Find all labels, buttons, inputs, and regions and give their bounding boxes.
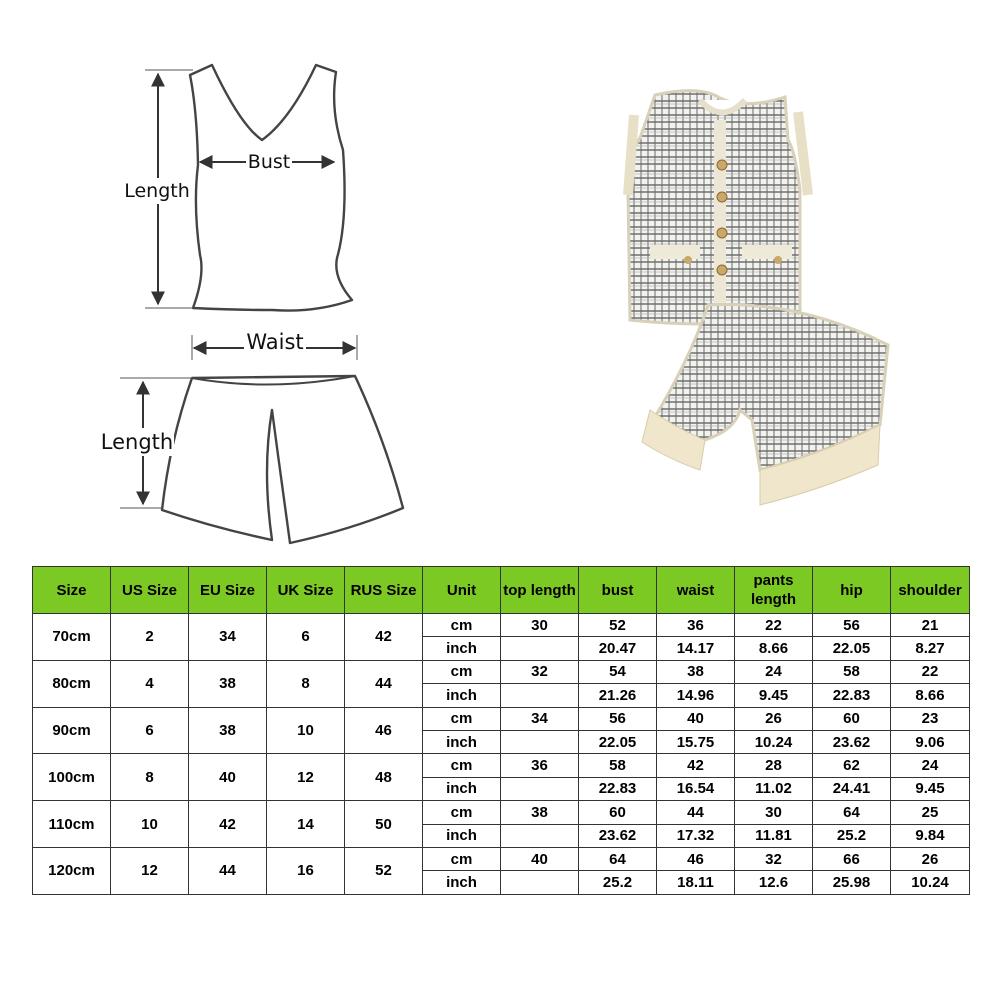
cell-rus-size: 48 [345,754,423,801]
top-length-label: Length [124,180,190,202]
cell-bust: 23.62 [579,824,657,847]
cell-us-size: 10 [111,801,189,848]
cell-size: 120cm [33,847,111,894]
cell-unit: inch [423,777,501,800]
cell-size: 90cm [33,707,111,754]
cell-uk-size: 16 [267,847,345,894]
shorts-length-label: Length [100,430,174,454]
table-row [33,707,970,730]
cell-size: 70cm [33,614,111,661]
cell-top-length [501,637,579,660]
bust-label: Bust [247,151,291,173]
header-us-size: US Size [111,567,189,614]
cell-rus-size: 50 [345,801,423,848]
cell-pants-length: 11.02 [735,777,813,800]
header-size: Size [33,567,111,614]
cell-pants-length: 10.24 [735,730,813,753]
cell-us-size: 2 [111,614,189,661]
cell-bust: 60 [579,801,657,824]
cell-unit: cm [423,801,501,824]
header-bust: bust [579,567,657,614]
header-eu-size: EU Size [189,567,267,614]
cell-shoulder: 9.84 [891,824,970,847]
cell-unit: cm [423,707,501,730]
cell-uk-size: 8 [267,660,345,707]
cell-waist: 14.96 [657,684,735,707]
cell-unit: inch [423,684,501,707]
cell-us-size: 6 [111,707,189,754]
cell-waist: 38 [657,660,735,683]
cell-eu-size: 34 [189,614,267,661]
cell-top-length [501,684,579,707]
cell-shoulder: 25 [891,801,970,824]
cell-unit: inch [423,637,501,660]
cell-shoulder: 21 [891,614,970,637]
cell-rus-size: 52 [345,847,423,894]
cell-pants-length: 8.66 [735,637,813,660]
cell-waist: 40 [657,707,735,730]
cell-hip: 25.2 [813,824,891,847]
cell-bust: 58 [579,754,657,777]
cell-waist: 46 [657,847,735,870]
cell-uk-size: 6 [267,614,345,661]
cell-pants-length: 9.45 [735,684,813,707]
cell-uk-size: 12 [267,754,345,801]
cell-top-length: 38 [501,801,579,824]
cell-hip: 22.05 [813,637,891,660]
cell-rus-size: 42 [345,614,423,661]
cell-pants-length: 32 [735,847,813,870]
cell-pants-length: 24 [735,660,813,683]
header-unit: Unit [423,567,501,614]
cell-shoulder: 9.06 [891,730,970,753]
cell-shoulder: 26 [891,847,970,870]
product-photo [628,91,888,505]
cell-bust: 56 [579,707,657,730]
table-header-row [33,567,970,614]
cell-us-size: 4 [111,660,189,707]
cell-pants-length: 22 [735,614,813,637]
cell-top-length: 32 [501,660,579,683]
cell-bust: 21.26 [579,684,657,707]
cell-unit: cm [423,754,501,777]
header-pants-length: pants length [735,567,813,614]
cell-top-length [501,824,579,847]
cell-shoulder: 8.27 [891,637,970,660]
cell-waist: 42 [657,754,735,777]
cell-bust: 64 [579,847,657,870]
cell-shoulder: 24 [891,754,970,777]
shorts-outline [162,376,403,543]
cell-unit: inch [423,824,501,847]
cell-uk-size: 14 [267,801,345,848]
cell-size: 100cm [33,754,111,801]
table-row [33,614,970,637]
cell-unit: cm [423,660,501,683]
cell-waist: 18.11 [657,871,735,894]
cell-hip: 23.62 [813,730,891,753]
cell-shoulder: 8.66 [891,684,970,707]
header-waist: waist [657,567,735,614]
cell-rus-size: 44 [345,660,423,707]
cell-eu-size: 40 [189,754,267,801]
cell-pants-length: 12.6 [735,871,813,894]
cell-hip: 22.83 [813,684,891,707]
cell-waist: 36 [657,614,735,637]
cell-waist: 15.75 [657,730,735,753]
cell-bust: 54 [579,660,657,683]
cell-hip: 24.41 [813,777,891,800]
size-chart-table [32,566,970,895]
cell-shoulder: 10.24 [891,871,970,894]
cell-waist: 14.17 [657,637,735,660]
top-garment-outline [190,65,352,311]
cell-top-length: 36 [501,754,579,777]
cell-top-length: 34 [501,707,579,730]
cell-unit: inch [423,871,501,894]
cell-size: 110cm [33,801,111,848]
cell-eu-size: 38 [189,707,267,754]
cell-eu-size: 44 [189,847,267,894]
cell-top-length [501,871,579,894]
cell-size: 80cm [33,660,111,707]
cell-us-size: 12 [111,847,189,894]
cell-hip: 66 [813,847,891,870]
cell-unit: inch [423,730,501,753]
cell-shoulder: 9.45 [891,777,970,800]
cell-top-length: 40 [501,847,579,870]
cell-bust: 52 [579,614,657,637]
cell-bust: 22.83 [579,777,657,800]
cell-pants-length: 26 [735,707,813,730]
cell-bust: 25.2 [579,871,657,894]
cell-pants-length: 30 [735,801,813,824]
cell-uk-size: 10 [267,707,345,754]
cell-hip: 64 [813,801,891,824]
header-shoulder: shoulder [891,567,970,614]
cell-bust: 22.05 [579,730,657,753]
cell-unit: cm [423,847,501,870]
table-row [33,801,970,824]
header-uk-size: UK Size [267,567,345,614]
cell-shoulder: 23 [891,707,970,730]
cell-hip: 56 [813,614,891,637]
cell-unit: cm [423,614,501,637]
header-hip: hip [813,567,891,614]
waist-label: Waist [246,330,304,354]
cell-top-length: 30 [501,614,579,637]
table-row [33,754,970,777]
cell-hip: 25.98 [813,871,891,894]
cell-top-length [501,777,579,800]
cell-eu-size: 38 [189,660,267,707]
cell-rus-size: 46 [345,707,423,754]
cell-hip: 60 [813,707,891,730]
cell-pants-length: 11.81 [735,824,813,847]
cell-shoulder: 22 [891,660,970,683]
header-rus-size: RUS Size [345,567,423,614]
cell-hip: 58 [813,660,891,683]
cell-pants-length: 28 [735,754,813,777]
cell-eu-size: 42 [189,801,267,848]
cell-waist: 44 [657,801,735,824]
cell-bust: 20.47 [579,637,657,660]
cell-waist: 16.54 [657,777,735,800]
cell-hip: 62 [813,754,891,777]
table-row [33,847,970,870]
header-top-length: top length [501,567,579,614]
table-row [33,660,970,683]
cell-us-size: 8 [111,754,189,801]
cell-waist: 17.32 [657,824,735,847]
cell-top-length [501,730,579,753]
